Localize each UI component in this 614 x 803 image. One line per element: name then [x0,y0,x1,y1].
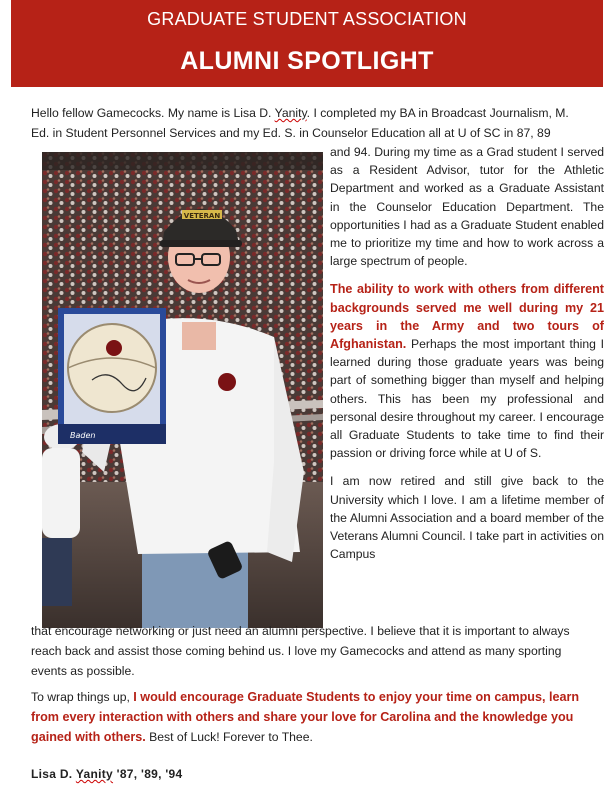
alumni-photo [42,152,323,628]
header-banner [11,0,603,87]
cap-label: VETERAN [183,212,221,220]
intro-paragraph: Hello fellow Gamecocks. My name is Lisa D. Yanity. I completed my BA in Broadcast Journalism, M. Ed. in Student Personnel Services and my Ed. S. in Counselor Education all at U of SC in 87, 89 [31,106,569,140]
story-paragraph-1: and 94. During my time as a Grad student I served as a Resident Advisor, tutor for the Athletic Department and worked as a Graduate Assistant in the Counselor Education Department. The opportunities I had as a Graduate Student enabled me to prioritize my time and how to work across a large spectrum of people. [330,145,604,269]
wrap-up-paragraph: To wrap things up, I would encourage Graduate Students to enjoy your time on campus, learn from every interaction with others and share your love for Carolina and the knowledge you gained with others. Best of Luck! Forever to Thee. [31,690,580,744]
author-name: Yanity [274,106,307,120]
organization-title: GRADUATE STUDENT ASSOCIATION [147,9,467,29]
story-column [330,143,604,573]
highlight-quote: The ability to work with others from different backgrounds served me well during my 21 years in the Army and two tours of Afghanistan. [330,282,604,352]
ball-brand-label: Baden [70,431,96,440]
page-title: ALUMNI SPOTLIGHT [180,47,434,75]
story-continuation: that encourage networking or just need an alumni perspective. I believe that it is important to always reach back and assist those coming behind us. I love my Gamecocks and attend as many sporting events as possible. [31,624,570,678]
photo-illustration [42,152,323,628]
story-paragraph-2: The ability to work with others from different backgrounds served me well during my 21 years in the Army and two tours of Afghanistan. Perhaps the most important thing I learned during those graduate years was being part of something bigger than myself and helping others. This has been my professional and personal desire throughout my career. I encourage all Graduate Students to take time to find their passion or driving force while at U of S. [330,282,604,461]
signature: Lisa D. Yanity '87, '89, '94 [31,767,183,781]
wrap-up-highlight: I would encourage Graduate Students to enjoy your time on campus, learn from every interaction with others and share your love for Carolina and the knowledge you gained with others. [31,690,580,744]
basketball-display [58,308,166,444]
story-paragraph-3: I am now retired and still give back to the University which I love. I am a lifetime member of the Alumni Association and a board member of the Veterans Alumni Council. I take part in activities on Campus [330,474,604,562]
